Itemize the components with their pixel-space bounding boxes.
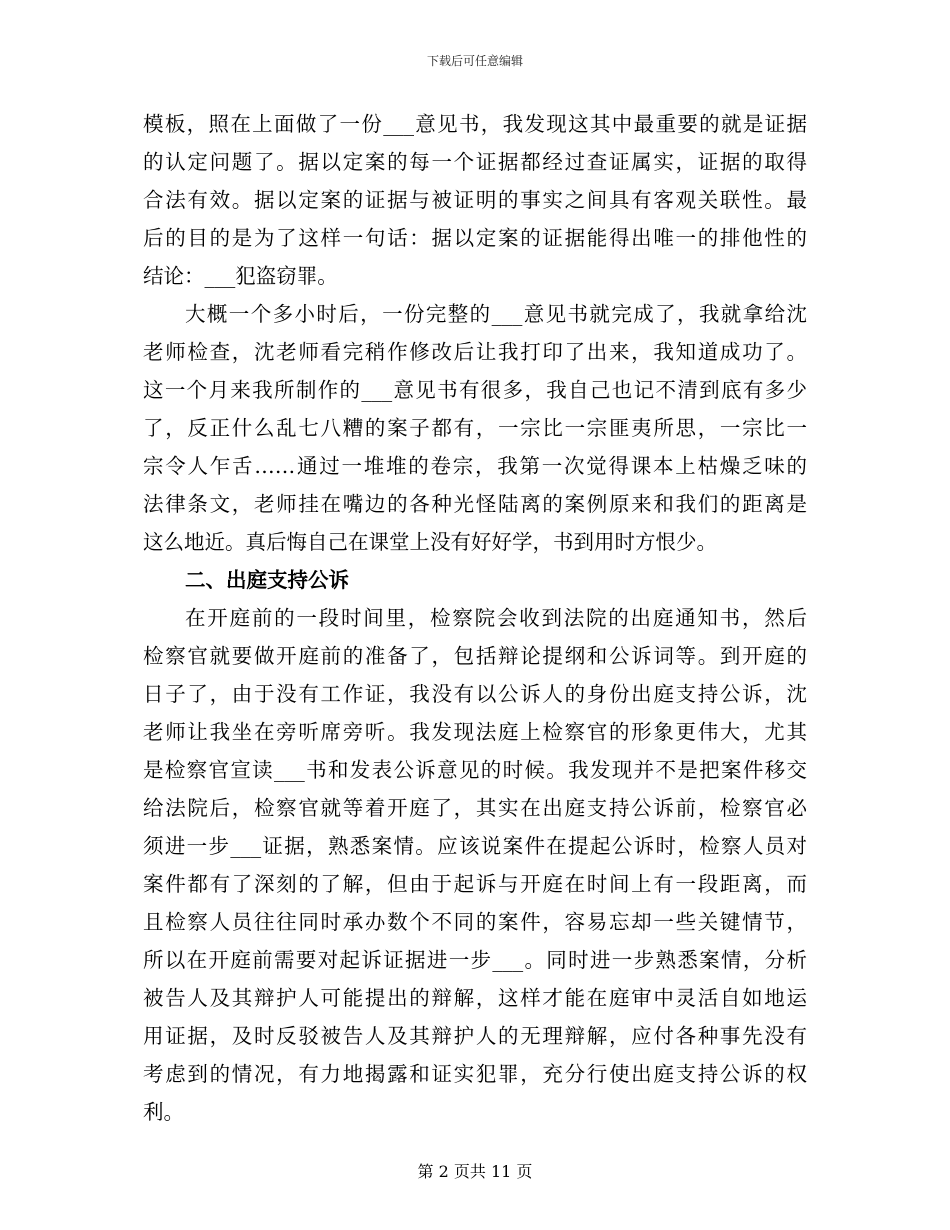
text-line: 合法有效。据以定案的证据与被证明的事实之间具有客观关联性。最 [143, 188, 807, 212]
paragraph-first-line: 大概一个多小时后，一份完整的___意见书就完成了，我就拿给沈 [185, 302, 807, 326]
text-line: 的认定问题了。据以定案的每一个证据都经过查证属实，证据的取得 [143, 150, 807, 174]
paragraph-end-line: 结论：___犯盗窃罪。 [143, 264, 338, 288]
text-line: 老师检查，沈老师看完稍作修改后让我打印了出来，我知道成功了。 [143, 340, 807, 364]
text-line: 所以在开庭前需要对起诉证据进一步___。同时进一步熟悉案情，分析 [143, 948, 807, 972]
paragraph-first-line: 在开庭前的一段时间里，检察院会收到法院的出庭通知书，然后 [185, 606, 807, 630]
text-line: 后的目的是为了这样一句话：据以定案的证据能得出唯一的排他性的 [143, 226, 807, 250]
text-line: 检察官就要做开庭前的准备了，包括辩论提纲和公诉词等。到开庭的 [143, 644, 807, 668]
document-body [143, 105, 807, 1131]
text-line: 给法院后，检察官就等着开庭了，其实在出庭支持公诉前，检察官必 [143, 796, 807, 820]
text-line: 是检察官宣读___书和发表公诉意见的时候。我发现并不是把案件移交 [143, 758, 807, 782]
text-line: 用证据，及时反驳被告人及其辩护人的无理辩解，应付各种事先没有 [143, 1024, 807, 1048]
text-line: 须进一步___证据，熟悉案情。应该说案件在提起公诉时，检察人员对 [143, 834, 807, 858]
text-line: 模板，照在上面做了一份___意见书，我发现这其中最重要的就是证据 [143, 112, 807, 136]
page-number-footer: 第 2 页共 11 页 [417, 1162, 533, 1181]
text-line: 法律条文，老师挂在嘴边的各种光怪陆离的案例原来和我们的距离是 [143, 492, 807, 516]
page-header: 下载后可任意编辑 [426, 54, 523, 68]
text-line: 考虑到的情况，有力地揭露和证实犯罪，充分行使出庭支持公诉的权 [143, 1062, 807, 1086]
text-line: 这一个月来我所制作的___意见书有很多，我自己也记不清到底有多少 [143, 378, 807, 402]
text-line: 老师让我坐在旁听席旁听。我发现法庭上检察官的形象更伟大，尤其 [143, 720, 807, 744]
text-line: 宗令人乍舌……通过一堆堆的卷宗，我第一次觉得课本上枯燥乏味的 [143, 454, 807, 478]
text-line: 日子了，由于没有工作证，我没有以公诉人的身份出庭支持公诉，沈 [143, 682, 807, 706]
text-line: 且检察人员往往同时承办数个不同的案件，容易忘却一些关键情节， [143, 910, 807, 934]
paragraph-end-line: 这么地近。真后悔自己在课堂上没有好好学，书到用时方恨少。 [143, 530, 717, 554]
text-line: 了，反正什么乱七八糟的案子都有，一宗比一宗匪夷所思，一宗比一 [143, 416, 807, 440]
text-line: 案件都有了深刻的了解，但由于起诉与开庭在时间上有一段距离，而 [143, 872, 807, 896]
paragraph-end-line: 利。 [143, 1100, 184, 1124]
section-heading: 二、出庭支持公诉 [185, 568, 349, 592]
text-line: 被告人及其辩护人可能提出的辩解，这样才能在庭审中灵活自如地运 [143, 986, 807, 1010]
